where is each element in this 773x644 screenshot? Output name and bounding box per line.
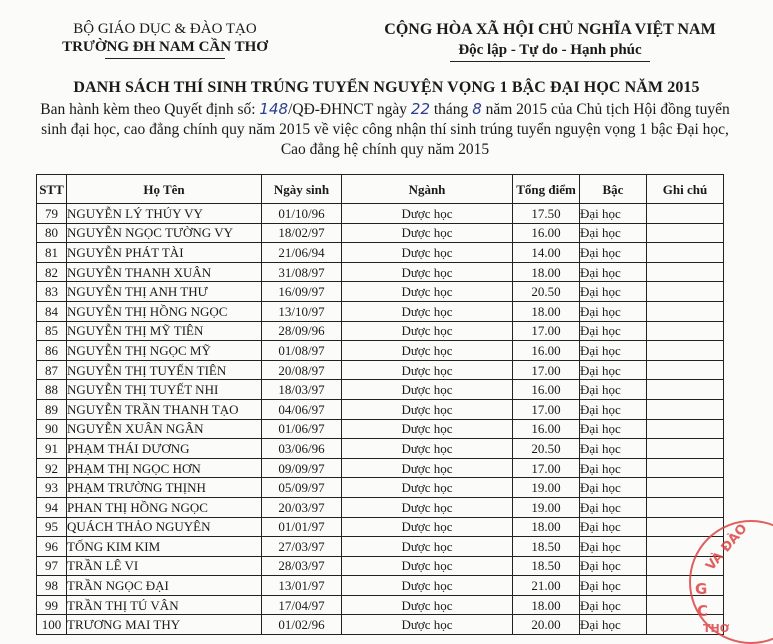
cell-major: Dược học	[342, 419, 513, 439]
national-header	[340, 20, 760, 62]
cell-dob: 13/01/97	[262, 576, 342, 596]
decision-line-1	[30, 99, 740, 120]
cell-name: TRẦN NGỌC ĐẠI	[67, 576, 262, 596]
cell-name: NGUYỄN NGỌC TƯỜNG VY	[67, 223, 262, 243]
cell-score: 20.50	[513, 439, 580, 459]
table-row	[37, 517, 724, 537]
cell-score: 18.00	[513, 262, 580, 282]
cell-major: Dược học	[342, 360, 513, 380]
cell-dob: 01/06/97	[262, 419, 342, 439]
cell-stt: 91	[37, 439, 67, 459]
cell-name: PHẠM THỊ NGỌC HƠN	[67, 458, 262, 478]
cell-major: Dược học	[342, 576, 513, 596]
cell-major: Dược học	[342, 204, 513, 224]
cell-level: Đại học	[580, 537, 647, 557]
table-row	[37, 556, 724, 576]
cell-score: 16.00	[513, 223, 580, 243]
cell-level: Đại học	[580, 243, 647, 263]
cell-level: Đại học	[580, 399, 647, 419]
cell-note	[647, 360, 724, 380]
cell-dob: 16/09/97	[262, 282, 342, 302]
decision-month: 8	[472, 100, 482, 118]
cell-dob: 03/06/96	[262, 439, 342, 459]
cell-stt: 99	[37, 595, 67, 615]
table-row	[37, 204, 724, 224]
cell-score: 20.50	[513, 282, 580, 302]
cell-note	[647, 497, 724, 517]
national-motto: Độc lập - Tự do - Hạnh phúc	[458, 42, 642, 58]
table-row	[37, 419, 724, 439]
cell-stt: 92	[37, 458, 67, 478]
cell-dob: 27/03/97	[262, 537, 342, 557]
cell-score: 21.00	[513, 576, 580, 596]
header-stt: STT	[37, 175, 67, 204]
cell-level: Đại học	[580, 556, 647, 576]
seal-text-1: VÀ ĐÀO	[703, 521, 751, 574]
cell-level: Đại học	[580, 595, 647, 615]
cell-dob: 04/06/97	[262, 399, 342, 419]
cell-level: Đại học	[580, 321, 647, 341]
table-row	[37, 360, 724, 380]
decision-line-3: Cao đẳng hệ chính quy năm 2015	[280, 141, 490, 158]
table-row	[37, 301, 724, 321]
cell-score: 18.00	[513, 517, 580, 537]
cell-level: Đại học	[580, 341, 647, 361]
cell-score: 17.00	[513, 360, 580, 380]
table-row	[37, 615, 724, 635]
header-level: Bậc	[580, 175, 647, 204]
cell-note	[647, 439, 724, 459]
table-row	[37, 478, 724, 498]
cell-name: TỐNG KIM KIM	[67, 537, 262, 557]
cell-score: 14.00	[513, 243, 580, 263]
cell-dob: 21/06/94	[262, 243, 342, 263]
table-row	[37, 243, 724, 263]
cell-major: Dược học	[342, 439, 513, 459]
cell-note	[647, 301, 724, 321]
cell-name: NGUYỄN THỊ NGỌC MỸ	[67, 341, 262, 361]
cell-level: Đại học	[580, 517, 647, 537]
cell-note	[647, 223, 724, 243]
cell-level: Đại học	[580, 497, 647, 517]
cell-note	[647, 458, 724, 478]
cell-level: Đại học	[580, 223, 647, 243]
cell-dob: 01/10/96	[262, 204, 342, 224]
cell-major: Dược học	[342, 556, 513, 576]
cell-stt: 80	[37, 223, 67, 243]
cell-name: PHAN THỊ HỒNG NGỌC	[67, 497, 262, 517]
cell-stt: 81	[37, 243, 67, 263]
header-major: Ngành	[342, 175, 513, 204]
header-note: Ghi chú	[647, 175, 724, 204]
decision-rest: năm 2015 của Chủ tịch Hội đồng tuyển	[485, 101, 730, 118]
cell-level: Đại học	[580, 439, 647, 459]
cell-stt: 88	[37, 380, 67, 400]
table-row	[37, 576, 724, 596]
cell-score: 17.00	[513, 321, 580, 341]
cell-level: Đại học	[580, 282, 647, 302]
decision-prefix: Ban hành kèm theo Quyết định số:	[40, 101, 256, 118]
country-name: CỘNG HÒA XÃ HỘI CHỦ NGHĨA VIỆT NAM	[384, 21, 716, 38]
cell-level: Đại học	[580, 301, 647, 321]
cell-major: Dược học	[342, 478, 513, 498]
decision-line-2: sinh đại học, cao đẳng chính quy năm 2015 về việc công nhận thí sinh trúng tuyển nguyện vọng 1 bậc Đại học,	[41, 121, 729, 138]
cell-major: Dược học	[342, 399, 513, 419]
cell-level: Đại học	[580, 380, 647, 400]
cell-stt: 96	[37, 537, 67, 557]
cell-stt: 95	[37, 517, 67, 537]
cell-major: Dược học	[342, 243, 513, 263]
seal-text-3: C	[697, 602, 709, 620]
cell-stt: 87	[37, 360, 67, 380]
table-row	[37, 282, 724, 302]
cell-major: Dược học	[342, 497, 513, 517]
cell-score: 17.00	[513, 399, 580, 419]
table-row	[37, 537, 724, 557]
cell-name: TRẦN LÊ VI	[67, 556, 262, 576]
cell-name: NGUYỄN LÝ THÚY VY	[67, 204, 262, 224]
table-body	[37, 204, 724, 635]
decision-description	[30, 99, 740, 160]
cell-dob: 05/09/97	[262, 478, 342, 498]
cell-name: NGUYỄN THỊ TUYẾN TIÊN	[67, 360, 262, 380]
cell-dob: 20/08/97	[262, 360, 342, 380]
cell-dob: 01/02/96	[262, 615, 342, 635]
table-row	[37, 223, 724, 243]
table-row	[37, 341, 724, 361]
table-row	[37, 399, 724, 419]
cell-stt: 100	[37, 615, 67, 635]
table-row	[37, 458, 724, 478]
cell-level: Đại học	[580, 576, 647, 596]
cell-dob: 13/10/97	[262, 301, 342, 321]
cell-name: NGUYỄN TRẦN THANH TẠO	[67, 399, 262, 419]
cell-stt: 83	[37, 282, 67, 302]
cell-major: Dược học	[342, 223, 513, 243]
cell-score: 20.00	[513, 615, 580, 635]
cell-note	[647, 243, 724, 263]
cell-note	[647, 399, 724, 419]
cell-name: PHẠM TRƯỜNG THỊNH	[67, 478, 262, 498]
cell-stt: 82	[37, 262, 67, 282]
cell-dob: 18/03/97	[262, 380, 342, 400]
cell-dob: 28/03/97	[262, 556, 342, 576]
cell-major: Dược học	[342, 262, 513, 282]
ministry-name: BỘ GIÁO DỤC & ĐÀO TẠO	[73, 21, 257, 37]
issuer-underline	[105, 58, 225, 59]
cell-name: NGUYỄN XUÂN NGÂN	[67, 419, 262, 439]
cell-name: NGUYỄN PHÁT TÀI	[67, 243, 262, 263]
cell-score: 18.00	[513, 301, 580, 321]
cell-note	[647, 282, 724, 302]
cell-note	[647, 380, 724, 400]
cell-dob: 18/02/97	[262, 223, 342, 243]
header-name: Họ Tên	[67, 175, 262, 204]
table-row	[37, 380, 724, 400]
cell-dob: 01/01/97	[262, 517, 342, 537]
cell-major: Dược học	[342, 517, 513, 537]
cell-score: 16.00	[513, 341, 580, 361]
decision-day: 22	[410, 100, 430, 118]
cell-score: 19.00	[513, 497, 580, 517]
decision-code: /QĐ-ĐHNCT ngày	[288, 101, 408, 118]
table-row	[37, 595, 724, 615]
cell-dob: 01/08/97	[262, 341, 342, 361]
cell-note	[647, 419, 724, 439]
cell-note	[647, 262, 724, 282]
issuer-block	[40, 20, 290, 59]
seal-text-2: G	[695, 580, 708, 598]
decision-month-label: tháng	[433, 101, 469, 118]
table-header-row	[37, 175, 724, 204]
table-row	[37, 439, 724, 459]
cell-stt: 98	[37, 576, 67, 596]
cell-level: Đại học	[580, 204, 647, 224]
cell-dob: 31/08/97	[262, 262, 342, 282]
cell-name: NGUYỄN THỊ TUYẾT NHI	[67, 380, 262, 400]
cell-dob: 09/09/97	[262, 458, 342, 478]
cell-note	[647, 341, 724, 361]
cell-score: 16.00	[513, 419, 580, 439]
cell-stt: 86	[37, 341, 67, 361]
cell-level: Đại học	[580, 478, 647, 498]
seal-text-4: THƠ	[703, 622, 730, 635]
cell-score: 18.50	[513, 537, 580, 557]
cell-major: Dược học	[342, 458, 513, 478]
cell-note	[647, 478, 724, 498]
cell-note	[647, 321, 724, 341]
cell-stt: 79	[37, 204, 67, 224]
cell-name: TRẦN THỊ TÚ VÂN	[67, 595, 262, 615]
document-title: DANH SÁCH THÍ SINH TRÚNG TUYỂN NGUYỆN VỌNG 1 BẬC ĐẠI HỌC NĂM 2015	[73, 79, 700, 96]
cell-level: Đại học	[580, 262, 647, 282]
cell-name: QUÁCH THẢO NGUYÊN	[67, 517, 262, 537]
cell-stt: 94	[37, 497, 67, 517]
cell-major: Dược học	[342, 282, 513, 302]
cell-dob: 17/04/97	[262, 595, 342, 615]
cell-major: Dược học	[342, 301, 513, 321]
cell-name: NGUYỄN THỊ ANH THƯ	[67, 282, 262, 302]
motto-underline	[450, 61, 650, 62]
cell-stt: 85	[37, 321, 67, 341]
cell-name: NGUYỄN THỊ MỸ TIÊN	[67, 321, 262, 341]
cell-level: Đại học	[580, 458, 647, 478]
cell-major: Dược học	[342, 341, 513, 361]
cell-score: 18.50	[513, 556, 580, 576]
table-row	[37, 321, 724, 341]
decision-number: 148	[259, 100, 289, 118]
cell-name: NGUYỄN THỊ HỒNG NGỌC	[67, 301, 262, 321]
cell-name: NGUYỄN THANH XUÂN	[67, 262, 262, 282]
cell-stt: 89	[37, 399, 67, 419]
cell-score: 17.50	[513, 204, 580, 224]
cell-stt: 97	[37, 556, 67, 576]
cell-score: 17.00	[513, 458, 580, 478]
cell-score: 16.00	[513, 380, 580, 400]
cell-major: Dược học	[342, 380, 513, 400]
cell-major: Dược học	[342, 615, 513, 635]
cell-stt: 90	[37, 419, 67, 439]
cell-stt: 93	[37, 478, 67, 498]
table-row	[37, 262, 724, 282]
cell-level: Đại học	[580, 419, 647, 439]
cell-name: PHẠM THÁI DƯƠNG	[67, 439, 262, 459]
header-dob: Ngày sinh	[262, 175, 342, 204]
cell-name: TRƯƠNG MAI THY	[67, 615, 262, 635]
admission-table	[36, 174, 724, 635]
cell-stt: 84	[37, 301, 67, 321]
table-row	[37, 497, 724, 517]
cell-score: 18.00	[513, 595, 580, 615]
cell-level: Đại học	[580, 615, 647, 635]
cell-note	[647, 204, 724, 224]
cell-score: 19.00	[513, 478, 580, 498]
school-name: TRƯỜNG ĐH NAM CẦN THƠ	[62, 39, 268, 55]
cell-major: Dược học	[342, 537, 513, 557]
cell-dob: 28/09/96	[262, 321, 342, 341]
header-score: Tổng điểm	[513, 175, 580, 204]
cell-dob: 20/03/97	[262, 497, 342, 517]
cell-major: Dược học	[342, 321, 513, 341]
cell-major: Dược học	[342, 595, 513, 615]
cell-level: Đại học	[580, 360, 647, 380]
